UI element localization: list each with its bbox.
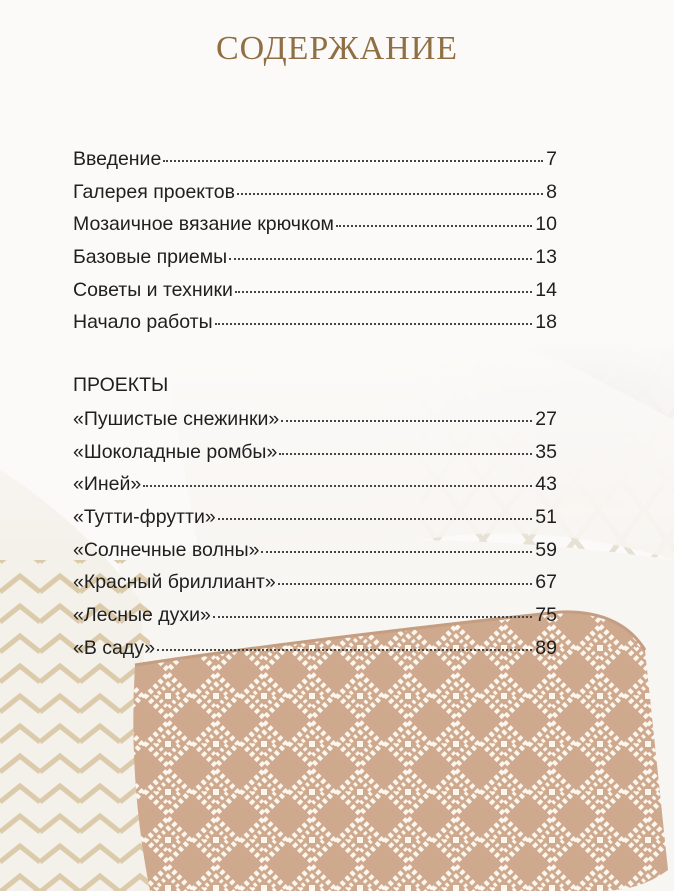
dot-leader <box>229 257 532 260</box>
toc-entry-page: 13 <box>535 246 557 269</box>
toc-entry-page: 59 <box>535 538 557 561</box>
dot-leader <box>235 290 532 293</box>
toc-entry[interactable] <box>73 279 557 312</box>
toc-entry[interactable] <box>73 213 557 246</box>
toc-entry-label: «Красный бриллиант» <box>73 571 276 594</box>
toc-entry-label: Галерея проектов <box>73 180 235 203</box>
toc-entry-label: Советы и техники <box>73 278 233 301</box>
dot-leader <box>163 159 543 162</box>
toc-entry-page: 43 <box>535 473 557 496</box>
dot-leader <box>336 224 532 227</box>
dot-leader <box>279 452 532 455</box>
toc-entry-page: 8 <box>546 180 557 203</box>
toc-entry[interactable] <box>73 473 557 506</box>
dot-leader <box>157 648 532 651</box>
toc-entry-page: 7 <box>546 148 557 170</box>
toc-entry[interactable] <box>73 441 557 474</box>
toc-entry[interactable] <box>73 148 557 181</box>
dot-leader <box>218 517 533 520</box>
toc-entry-label: Введение <box>73 148 162 170</box>
toc-entry-page: 89 <box>535 636 557 659</box>
intro-entries-list <box>73 148 557 344</box>
toc-entry-label: «Пушистые снежинки» <box>73 408 280 430</box>
toc-entry[interactable] <box>73 246 557 279</box>
dot-leader <box>215 322 533 325</box>
toc-entry-label: «Иней» <box>73 473 142 496</box>
dot-leader <box>278 582 533 585</box>
dot-leader <box>261 550 532 553</box>
project-entries-list <box>73 408 557 670</box>
toc-entry-page: 75 <box>535 604 557 627</box>
toc-entry[interactable] <box>73 539 557 572</box>
toc-entry-label: «Шоколадные ромбы» <box>73 440 278 463</box>
toc-entry[interactable] <box>73 637 557 670</box>
toc-entry-label: Начало работы <box>73 311 213 334</box>
toc-entry[interactable] <box>73 311 557 344</box>
toc-entry[interactable] <box>73 604 557 637</box>
toc-entry-page: 14 <box>535 278 557 301</box>
toc-entry-label: «Тутти-фрутти» <box>73 506 216 529</box>
toc-entry[interactable] <box>73 571 557 604</box>
toc-entry-label: «Лесные духи» <box>73 604 211 627</box>
toc-entry-page: 27 <box>535 408 557 430</box>
dot-leader <box>281 419 532 422</box>
dot-leader <box>213 615 532 618</box>
toc-entry-page: 35 <box>535 440 557 463</box>
toc-entry-label: Мозаичное вязание крючком <box>73 213 334 236</box>
toc-entry[interactable] <box>73 506 557 539</box>
toc-entry-label: «В саду» <box>73 636 156 659</box>
toc-entry-page: 10 <box>535 213 557 236</box>
toc-entry[interactable] <box>73 408 557 441</box>
dot-leader <box>237 192 543 195</box>
toc-entry-label: Базовые приемы <box>73 246 228 269</box>
toc-entry-page: 51 <box>535 506 557 529</box>
dot-leader <box>143 484 532 487</box>
toc-entry[interactable] <box>73 181 557 214</box>
toc-entry-page: 67 <box>535 571 557 594</box>
page-title: СОДЕРЖАНИЕ <box>215 30 459 67</box>
toc-entry-label: «Солнечные волны» <box>73 538 260 561</box>
projects-heading: ПРОЕКТЫ <box>73 374 169 396</box>
toc-entry-page: 18 <box>535 311 557 334</box>
